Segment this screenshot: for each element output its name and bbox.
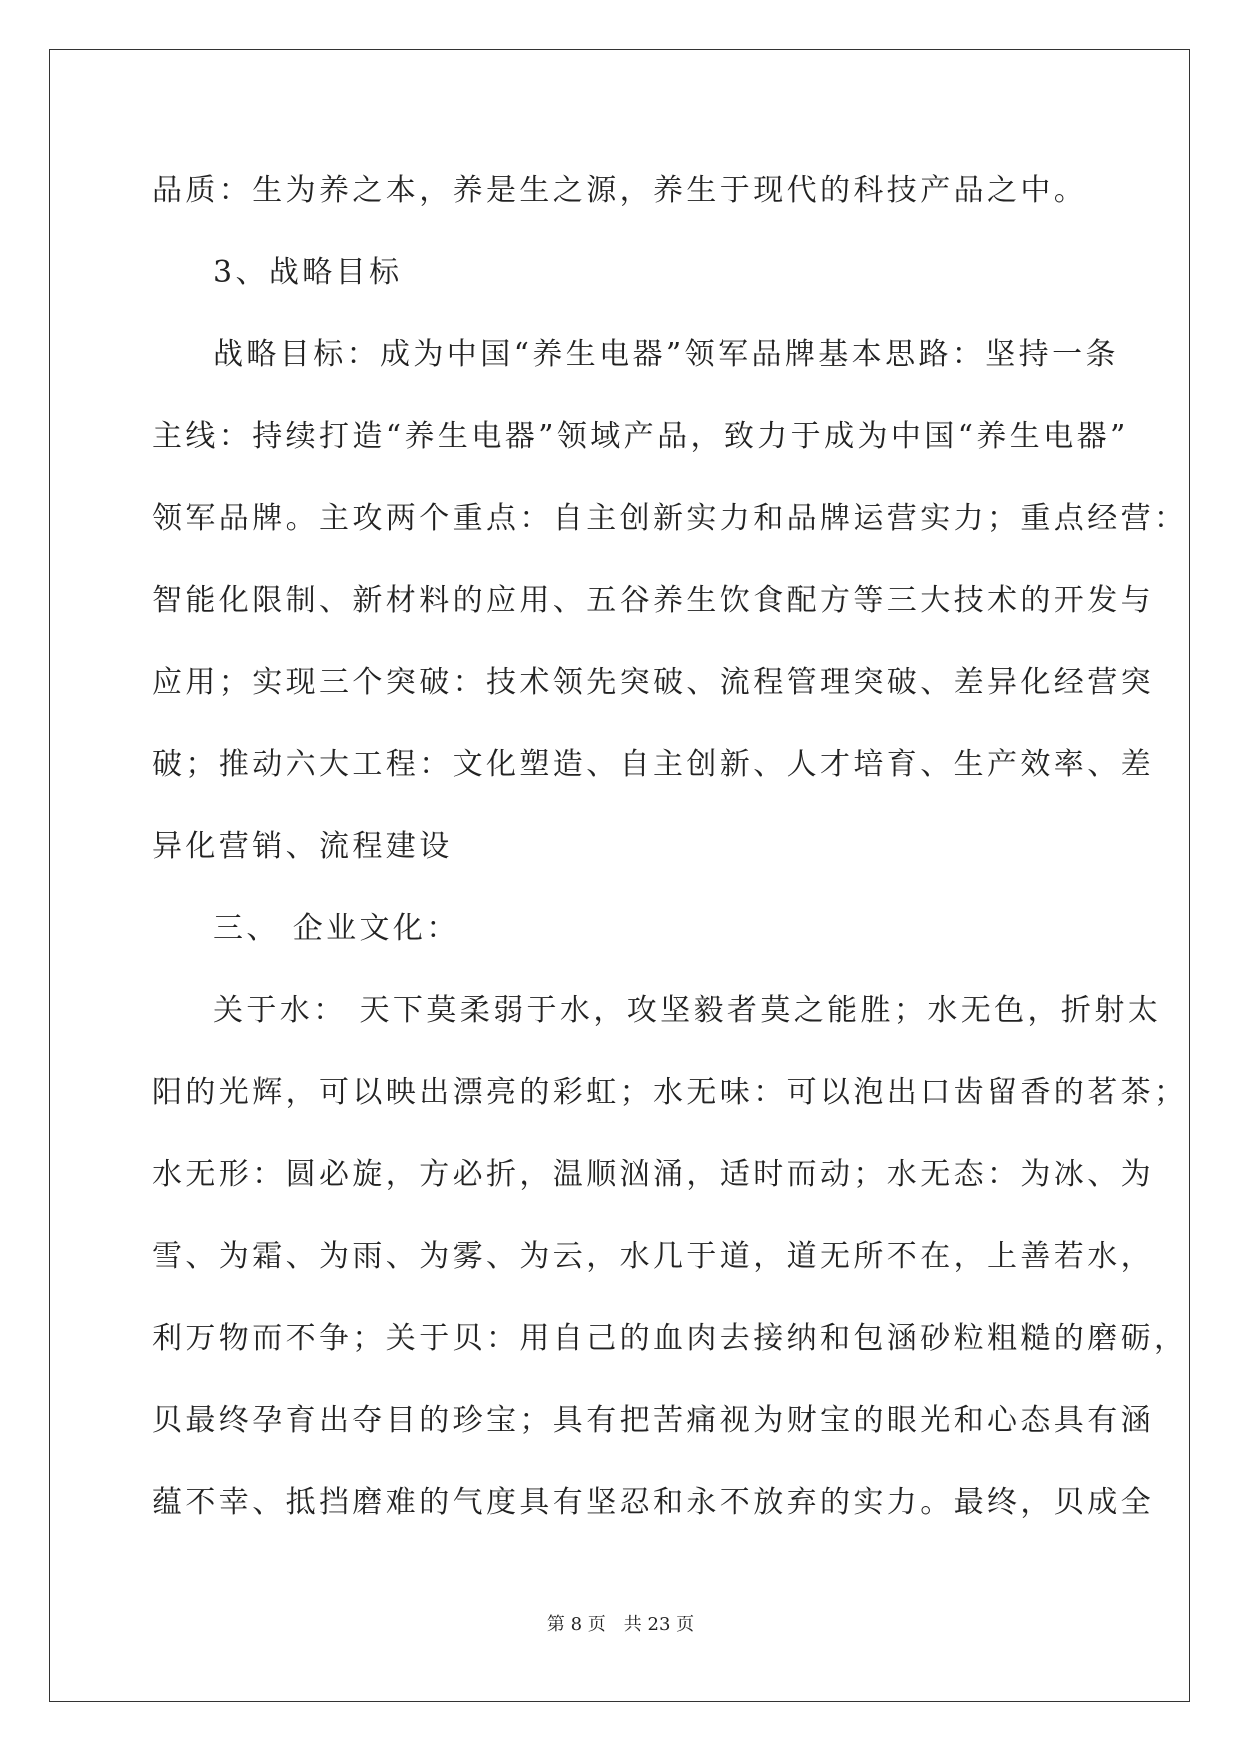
page-number: 第 8 页 — [546, 1614, 606, 1635]
paragraph-line: 阳的光辉，可以映出漂亮的彩虹；水无味：可以泡出口齿留香的茗茶； — [152, 1075, 1188, 1110]
paragraph-line: 领军品牌。主攻两个重点：自主创新实力和品牌运营实力；重点经营： — [152, 501, 1188, 536]
paragraph-line: 主线：持续打造“养生电器”领域产品，致力于成为中国“养生电器” — [152, 419, 1129, 454]
page-total: 共 23 页 — [623, 1614, 695, 1635]
paragraph-line: 雪、为霜、为雨、为雾、为云，水几于道，道无所不在，上善若水， — [152, 1239, 1154, 1274]
paragraph-line: 水无形：圆必旋，方必折，温顺汹涌，适时而动；水无态：为冰、为 — [152, 1157, 1154, 1192]
section-heading: 3、战略目标 — [213, 255, 403, 290]
paragraph-line: 战略目标：成为中国“养生电器”领军品牌基本思路：坚持一条 — [213, 337, 1119, 372]
paragraph-line: 异化营销、流程建设 — [152, 829, 453, 864]
paragraph-line: 蕴不幸、抵挡磨难的气度具有坚忍和永不放弃的实力。最终，贝成全 — [152, 1485, 1154, 1520]
paragraph-line: 应用；实现三个突破：技术领先突破、流程管理突破、差异化经营突 — [152, 665, 1154, 700]
paragraph-line: 智能化限制、新材料的应用、五谷养生饮食配方等三大技术的开发与 — [152, 583, 1154, 618]
paragraph-line: 贝最终孕育出夺目的珍宝；具有把苦痛视为财宝的眼光和心态具有涵 — [152, 1403, 1154, 1438]
paragraph-line: 关于水： 天下莫柔弱于水，攻坚毅者莫之能胜；水无色，折射太 — [213, 993, 1162, 1028]
paragraph-line: 利万物而不争；关于贝：用自己的血肉去接纳和包涵砂粒粗糙的磨砺， — [152, 1321, 1188, 1356]
page-footer — [0, 1610, 1241, 1636]
paragraph-line: 破；推动六大工程：文化塑造、自主创新、人才培育、生产效率、差 — [152, 747, 1154, 782]
paragraph-line: 品质：生为养之本，养是生之源，养生于现代的科技产品之中。 — [152, 173, 1088, 208]
document-body — [152, 160, 1188, 1554]
section-heading: 三、 企业文化： — [213, 911, 460, 946]
